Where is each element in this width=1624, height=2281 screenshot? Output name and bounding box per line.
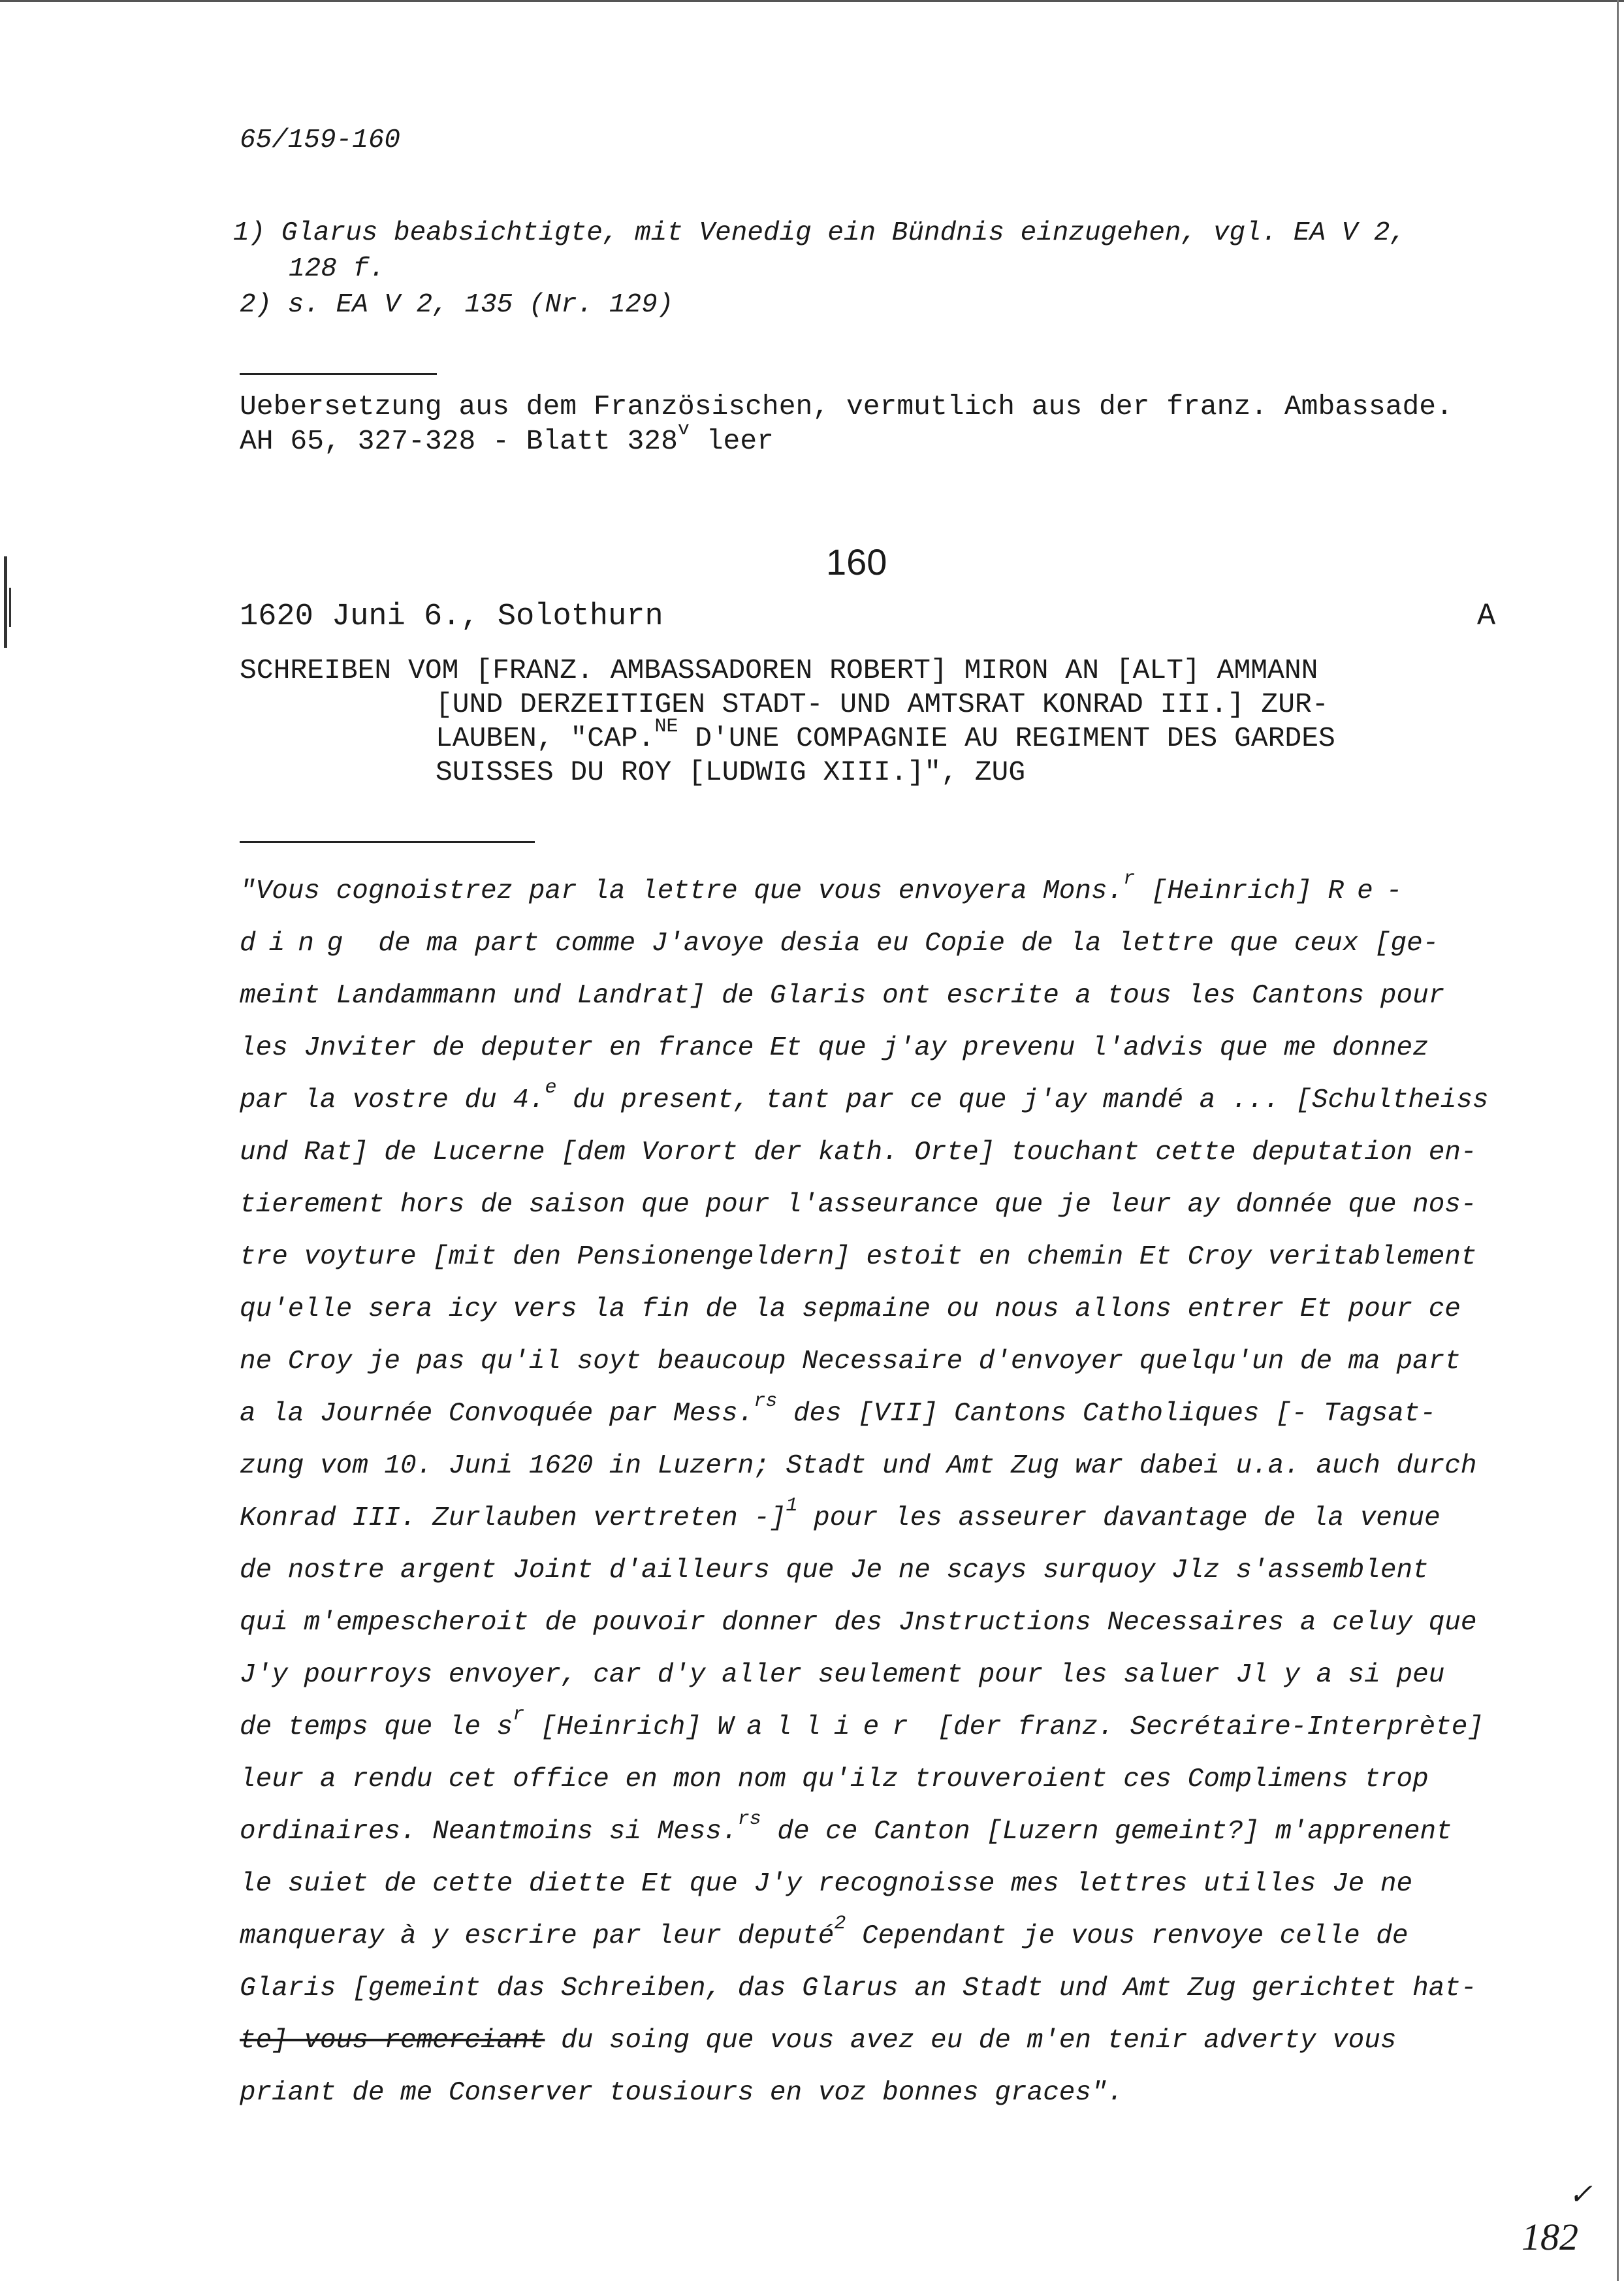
dateline-category: A: [1477, 599, 1496, 634]
letter-line-23: te] vous remerciant du soing que vous avez eu de m'en tenir adverty vous: [240, 2026, 1397, 2056]
source-note-line2: AH 65, 327-328 - Blatt 328$^v$ leer: [240, 419, 774, 457]
heading-separator: [240, 841, 535, 843]
scan-right-edge: [1617, 0, 1619, 2281]
letter-line-3: meint Landammann und Landrat] de Glaris ont escrite a tous les Cantons pour: [240, 981, 1445, 1011]
letter-line-8: tre voyture [mit den Pensionengeldern] estoit en chemin Et Croy veritablement: [240, 1242, 1477, 1272]
folio-number: 182: [1521, 2216, 1578, 2258]
subject-line4: SUISSES DU ROY [LUDWIG XIII.]", ZUG: [436, 756, 1026, 788]
document-number: 160: [826, 541, 887, 582]
letter-line-13: Konrad III. Zurlauben vertreten -]$^1$ pour les asseurer davantage de la venue: [240, 1495, 1441, 1533]
footnote-2: 2) s. EA V 2, 135 (Nr. 129): [240, 290, 674, 320]
letter-line-22: Glaris [gemeint das Schreiben, das Glarus an Stadt und Amt Zug gerichtet hat-: [240, 1973, 1477, 2003]
name-spaced-reding-b: ding: [240, 929, 357, 959]
letter-line-7: tierement hors de saison que pour l'asseurance que je leur ay donnée que nos-: [240, 1190, 1477, 1220]
letter-line-6: und Rat] de Lucerne [dem Vorort der kath. Orte] touchant cette deputation en-: [240, 1138, 1477, 1168]
letter-line-18: leur a rendu cet office en mon nom qu'ilz trouveroient ces Complimens trop: [240, 1764, 1429, 1794]
letter-line-4: les Jnviter de deputer en france Et que j'ay prevenu l'advis que me donnez: [240, 1033, 1429, 1063]
subject-line3: LAUBEN, "CAP.$^{NE}$ D'UNE COMPAGNIE AU REGIMENT DES GARDES: [436, 716, 1335, 754]
letter-line-12: zung vom 10. Juni 1620 in Luzern; Stadt und Amt Zug war dabei u.a. auch durch: [240, 1451, 1477, 1481]
name-spaced-reding-a: Re-: [1328, 876, 1416, 906]
scan-top-edge: [0, 0, 1624, 2]
letter-line-17: de temps que le $s^r$ [Heinrich] Wallier [der franz. Secrétaire-Interprète]: [240, 1704, 1484, 1742]
letter-line-19: ordinaires. Neantmoins si Mess.$^{rs}$ de ce Canton [Luzern gemeint?] m'apprenent: [240, 1808, 1452, 1847]
letter-line-10: ne Croy je pas qu'il soyt beaucoup Necessaire d'envoyer quelqu'un de ma part: [240, 1347, 1461, 1377]
letter-line-5: par la vostre du 4.$^e$ du present, tant par ce que j'ay mandé a ... [Schultheiss: [240, 1077, 1489, 1115]
letter-line-24: priant de me Conserver tousiours en voz bonnes graces".: [240, 2078, 1124, 2108]
subject-line2: [UND DERZEITIGEN STADT- UND AMTSRAT KONRAD III.] ZUR-: [436, 688, 1329, 720]
margin-bracket-mark: [4, 556, 7, 648]
margin-bracket-tick: [9, 588, 11, 627]
name-spaced-wallier: Wallier: [717, 1712, 921, 1742]
letter-line-11: a la Journée Convoquée par Mess.$^{rs}$ des [VII] Cantons Catholiques [- Tagsat-: [240, 1390, 1437, 1429]
page-reference: 65/159-160: [240, 125, 401, 155]
dateline-date-place: 1620 Juni 6., Solothurn: [240, 599, 663, 634]
struck-text: te] vous remerciant: [240, 2026, 545, 2056]
letter-line-21: manqueray à y escrire par leur deputé$^2$ Cependant je vous renvoye celle de: [240, 1913, 1409, 1951]
letter-line-14: de nostre argent Joint d'ailleurs que Je ne scays surquoy Jlz s'assemblent: [240, 1555, 1429, 1586]
letter-line-16: J'y pourroys envoyer, car d'y aller seulement pour les saluer Jl y a si peu: [240, 1660, 1445, 1690]
letter-line-20: le suiet de cette diette Et que J'y recognoisse mes lettres utilles Je ne: [240, 1869, 1413, 1899]
subject-line1: SCHREIBEN VOM [FRANZ. AMBASSADOREN ROBERT] MIRON AN [ALT] AMMANN: [240, 654, 1318, 686]
folio-check-mark: ✓: [1568, 2178, 1593, 2210]
footnote-1: 1) Glarus beabsichtigte, mit Venedig ein Bündnis einzugehen, vgl. EA V 2,: [233, 218, 1407, 248]
letter-line-2: ding de ma part comme J'avoye desia eu Copie de la lettre que ceux [ge-: [240, 929, 1439, 959]
source-note-line1: Uebersetzung aus dem Französischen, vermutlich aus der franz. Ambassade.: [240, 391, 1453, 423]
footnote-1-continuation: 128 f.: [289, 254, 385, 284]
footnote-separator: [240, 373, 437, 375]
letter-line-9: qu'elle sera icy vers la fin de la sepmaine ou nous allons entrer Et pour ce: [240, 1294, 1461, 1324]
letter-line-1: "Vous cognoistrez par la lettre que vous envoyera Mons.$^r$ [Heinrich] Re-: [240, 868, 1416, 906]
letter-line-15: qui m'empescheroit de pouvoir donner des Jnstructions Necessaires a celuy que: [240, 1608, 1477, 1638]
